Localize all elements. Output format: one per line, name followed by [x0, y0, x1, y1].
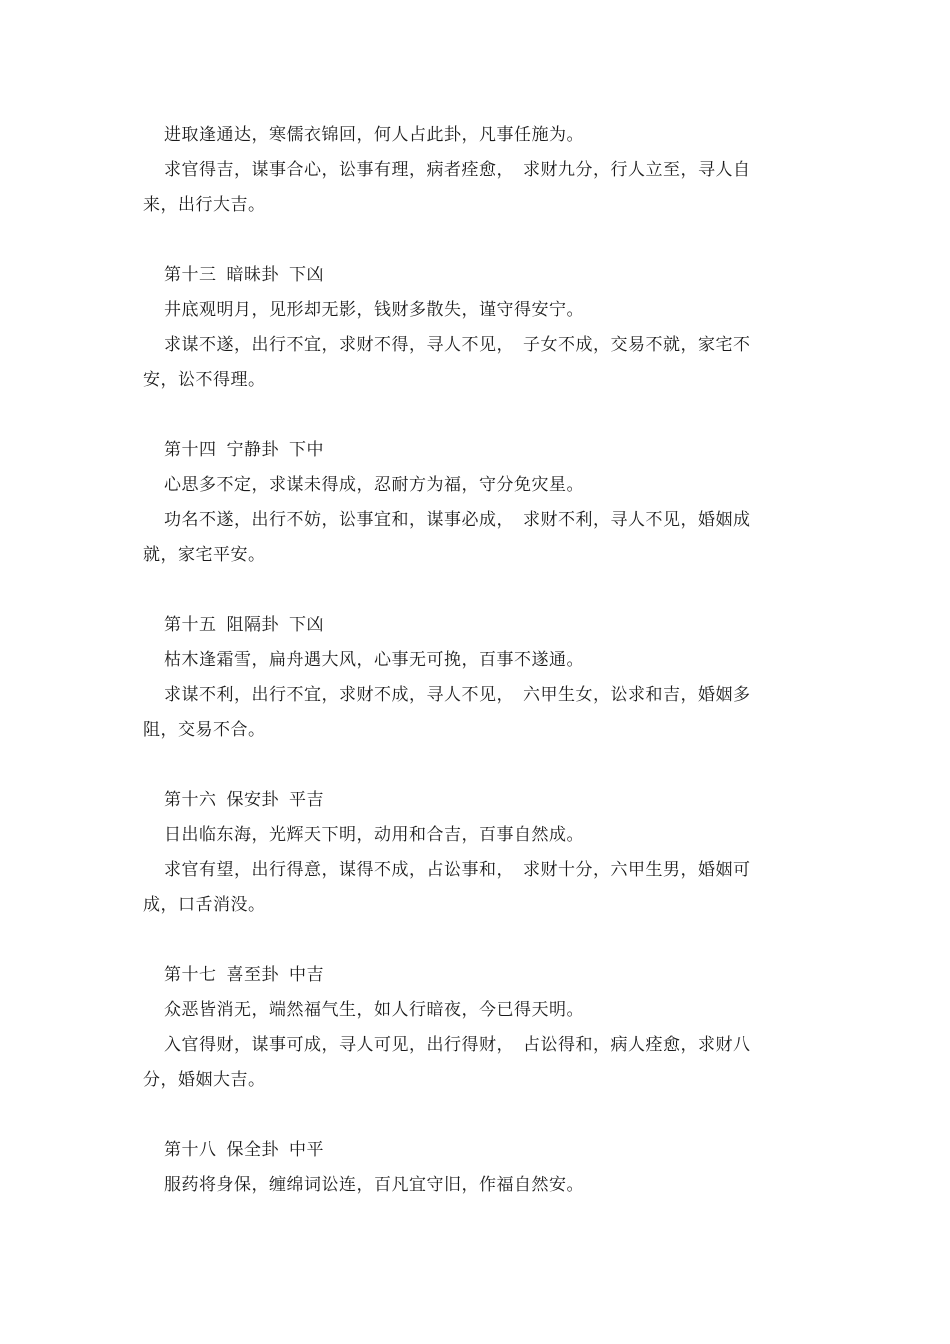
entry-heading — [143, 783, 813, 818]
entry-number: 第十三 — [164, 265, 217, 285]
detail-line: 求官得吉，谋事合心，讼事有理，病者痊愈， 求财九分，行人立至，寻人自 — [164, 160, 751, 180]
entry-number: 第十六 — [164, 790, 217, 810]
entry-13 — [143, 258, 813, 398]
detail-line-continued: 来，出行大吉。 — [143, 195, 266, 215]
entry-18 — [143, 1133, 813, 1203]
entry-14 — [143, 433, 813, 573]
top-entry — [143, 118, 813, 223]
detail-line: 功名不遂，出行不妨，讼事宜和，谋事必成， 求财不利，寻人不见，婚姻成 — [164, 510, 751, 530]
verse-line: 服药将身保，缠绵词讼连，百凡宜守旧，作福自然安。 — [164, 1175, 584, 1195]
entry-16 — [143, 783, 813, 923]
verse-line: 井底观明月，见形却无影，钱财多散失，谨守得安宁。 — [164, 300, 584, 320]
entry-name: 喜至卦 — [226, 965, 279, 985]
entry-heading — [143, 433, 813, 468]
entry-name: 宁静卦 — [226, 440, 279, 460]
entry-heading — [143, 958, 813, 993]
verse-line: 众恶皆消无，端然福气生，如人行暗夜，今已得天明。 — [164, 1000, 584, 1020]
entry-heading — [143, 1133, 813, 1168]
verse-line: 进取逢通达，寒儒衣锦回，何人占此卦，凡事任施为。 — [164, 125, 584, 145]
entry-name: 阻隔卦 — [226, 615, 279, 635]
entry-15 — [143, 608, 813, 748]
entry-grade: 中吉 — [289, 965, 324, 985]
detail-line: 求谋不遂，出行不宜，求财不得，寻人不见， 子女不成，交易不就，家宅不 — [164, 335, 751, 355]
detail-line-continued: 安，讼不得理。 — [143, 370, 266, 390]
detail-line-continued: 成，口舌消没。 — [143, 895, 266, 915]
entry-grade: 下凶 — [289, 265, 324, 285]
detail-line: 求谋不利，出行不宜，求财不成，寻人不见， 六甲生女，讼求和吉，婚姻多 — [164, 685, 751, 705]
verse-line: 日出临东海，光辉天下明，动用和合吉，百事自然成。 — [164, 825, 584, 845]
entry-heading — [143, 608, 813, 643]
entry-number: 第十四 — [164, 440, 217, 460]
entry-name: 暗昧卦 — [226, 265, 279, 285]
verse-line: 枯木逢霜雪，扁舟遇大风，心事无可挽，百事不遂通。 — [164, 650, 584, 670]
entry-name: 保安卦 — [226, 790, 279, 810]
entry-grade: 下中 — [289, 440, 324, 460]
entry-heading — [143, 258, 813, 293]
entry-name: 保全卦 — [226, 1140, 279, 1160]
verse-line: 心思多不定，求谋未得成，忍耐方为福，守分免灾星。 — [164, 475, 584, 495]
entry-number: 第十五 — [164, 615, 217, 635]
entry-number: 第十七 — [164, 965, 217, 985]
entry-grade: 中平 — [289, 1140, 324, 1160]
detail-line-continued: 就，家宅平安。 — [143, 545, 266, 565]
entry-17 — [143, 958, 813, 1098]
entry-grade: 平吉 — [289, 790, 324, 810]
entry-grade: 下凶 — [289, 615, 324, 635]
document-page — [143, 118, 813, 1203]
detail-line-continued: 分，婚姻大吉。 — [143, 1070, 266, 1090]
detail-line: 入官得财，谋事可成，寻人可见，出行得财， 占讼得和，病人痊愈，求财八 — [164, 1035, 751, 1055]
entry-number: 第十八 — [164, 1140, 217, 1160]
detail-line-continued: 阻，交易不合。 — [143, 720, 266, 740]
detail-line: 求官有望，出行得意，谋得不成，占讼事和， 求财十分，六甲生男，婚姻可 — [164, 860, 751, 880]
